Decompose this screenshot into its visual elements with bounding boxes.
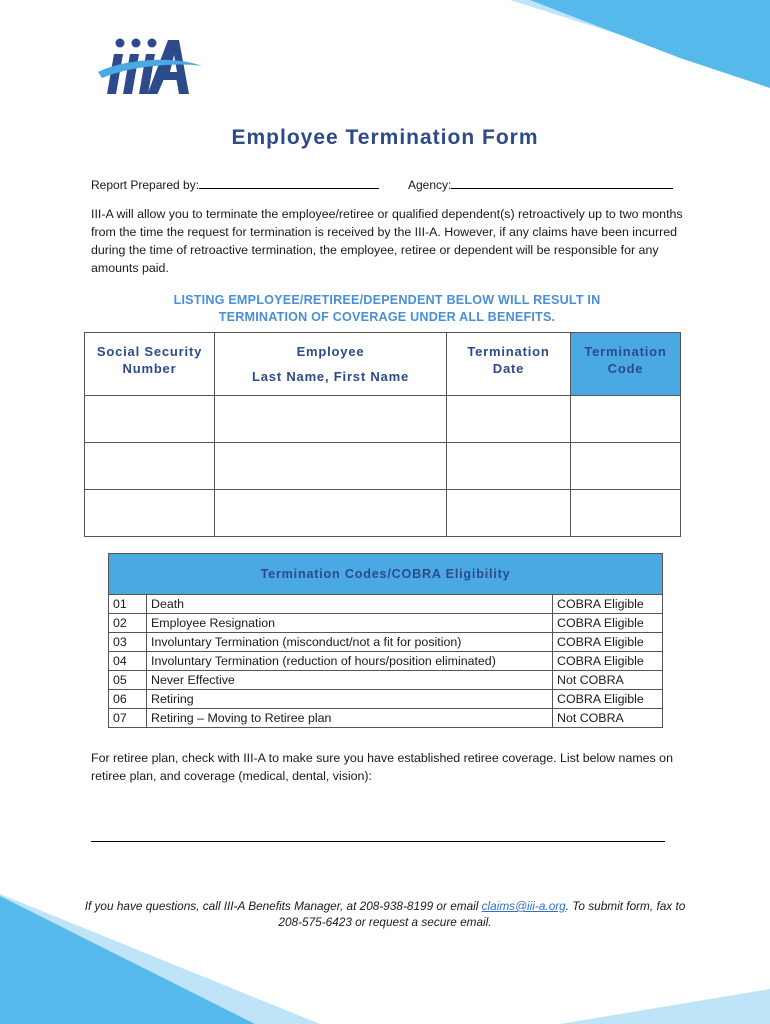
table-row (85, 490, 681, 537)
notice-line-1: LISTING EMPLOYEE/RETIREE/DEPENDENT BELOW WILL RESULT IN (173, 293, 601, 307)
claims-email-link[interactable]: claims@iii-a.org (481, 899, 566, 913)
agency-field (408, 176, 673, 192)
table-row (85, 443, 681, 490)
ssn-cell[interactable] (85, 490, 215, 537)
header-termination-code: Termination Code (571, 333, 681, 396)
cobra-cell: COBRA Eligible (553, 595, 663, 614)
agency-input-line[interactable] (451, 176, 673, 189)
table-row (109, 671, 663, 690)
cobra-cell: COBRA Eligible (553, 690, 663, 709)
reason-cell: Death (147, 595, 553, 614)
cobra-cell: COBRA Eligible (553, 633, 663, 652)
termination-date-cell[interactable] (447, 490, 571, 537)
intro-paragraph: III-A will allow you to terminate the employee/retiree or qualified dependent(s) retroactively up to two months from the time the request for termination is received by the III-A. However, if any claims have been incurred during the time of retroactive termination, the employee, retiree or dependent will be responsible for any amounts paid. (91, 207, 683, 275)
table-row (109, 690, 663, 709)
reason-cell: Retiring – Moving to Retiree plan (147, 709, 553, 728)
coverage-notice (91, 292, 683, 326)
notice-line-2: TERMINATION OF COVERAGE UNDER ALL BENEFITS. (218, 310, 556, 324)
table-row (109, 652, 663, 671)
ssn-cell[interactable] (85, 396, 215, 443)
termination-code-cell[interactable] (571, 443, 681, 490)
code-cell: 01 (109, 595, 147, 614)
report-prepared-label: Report Prepared by: (91, 178, 200, 192)
termination-code-cell[interactable] (571, 490, 681, 537)
termination-date-cell[interactable] (447, 443, 571, 490)
termination-date-cell[interactable] (447, 396, 571, 443)
termination-codes-table (108, 553, 663, 728)
reason-cell: Employee Resignation (147, 614, 553, 633)
retiree-names-line[interactable] (91, 841, 665, 842)
cobra-cell: COBRA Eligible (553, 614, 663, 633)
table-row (85, 396, 681, 443)
header-employee: Employee Last Name, First Name (215, 333, 447, 396)
reason-cell: Involuntary Termination (misconduct/not a fit for position) (147, 633, 553, 652)
codes-header-row (109, 554, 663, 595)
cobra-cell: COBRA Eligible (553, 652, 663, 671)
code-cell: 02 (109, 614, 147, 633)
reason-cell: Never Effective (147, 671, 553, 690)
report-prepared-field (91, 176, 379, 192)
reason-cell: Involuntary Termination (reduction of hours/position eliminated) (147, 652, 553, 671)
header-ssn: Social Security Number (85, 333, 215, 396)
table-row (109, 709, 663, 728)
report-prepared-input-line[interactable] (199, 176, 379, 189)
cobra-cell: Not COBRA (553, 671, 663, 690)
code-cell: 06 (109, 690, 147, 709)
agency-label: Agency: (408, 178, 452, 192)
codes-table-title: Termination Codes/COBRA Eligibility (109, 554, 663, 595)
table-row (109, 595, 663, 614)
employee-name-cell[interactable] (215, 443, 447, 490)
reason-cell: Retiring (147, 690, 553, 709)
header-termination-date: Termination Date (447, 333, 571, 396)
termination-code-cell[interactable] (571, 396, 681, 443)
termination-listing-table (84, 332, 681, 537)
listing-header-row (85, 333, 681, 396)
footer-contact: If you have questions, call III-A Benefits Manager, at 208-938-8199 or email claims@iii-a.org. To submit form, fax to 208-575-6423 or request a secure email. (84, 899, 686, 929)
table-row (109, 633, 663, 652)
corner-decoration-top (510, 0, 770, 90)
code-cell: 04 (109, 652, 147, 671)
code-cell: 03 (109, 633, 147, 652)
retiree-note: For retiree plan, check with III-A to make sure you have established retiree coverage. List below names on retiree plan, and coverage (medical, dental, vision): (91, 751, 673, 783)
iiia-logo (96, 36, 204, 98)
ssn-cell[interactable] (85, 443, 215, 490)
employee-name-cell[interactable] (215, 396, 447, 443)
cobra-cell: Not COBRA (553, 709, 663, 728)
form-title: Employee Termination Form (231, 126, 539, 149)
code-cell: 05 (109, 671, 147, 690)
code-cell: 07 (109, 709, 147, 728)
employee-name-cell[interactable] (215, 490, 447, 537)
table-row (109, 614, 663, 633)
